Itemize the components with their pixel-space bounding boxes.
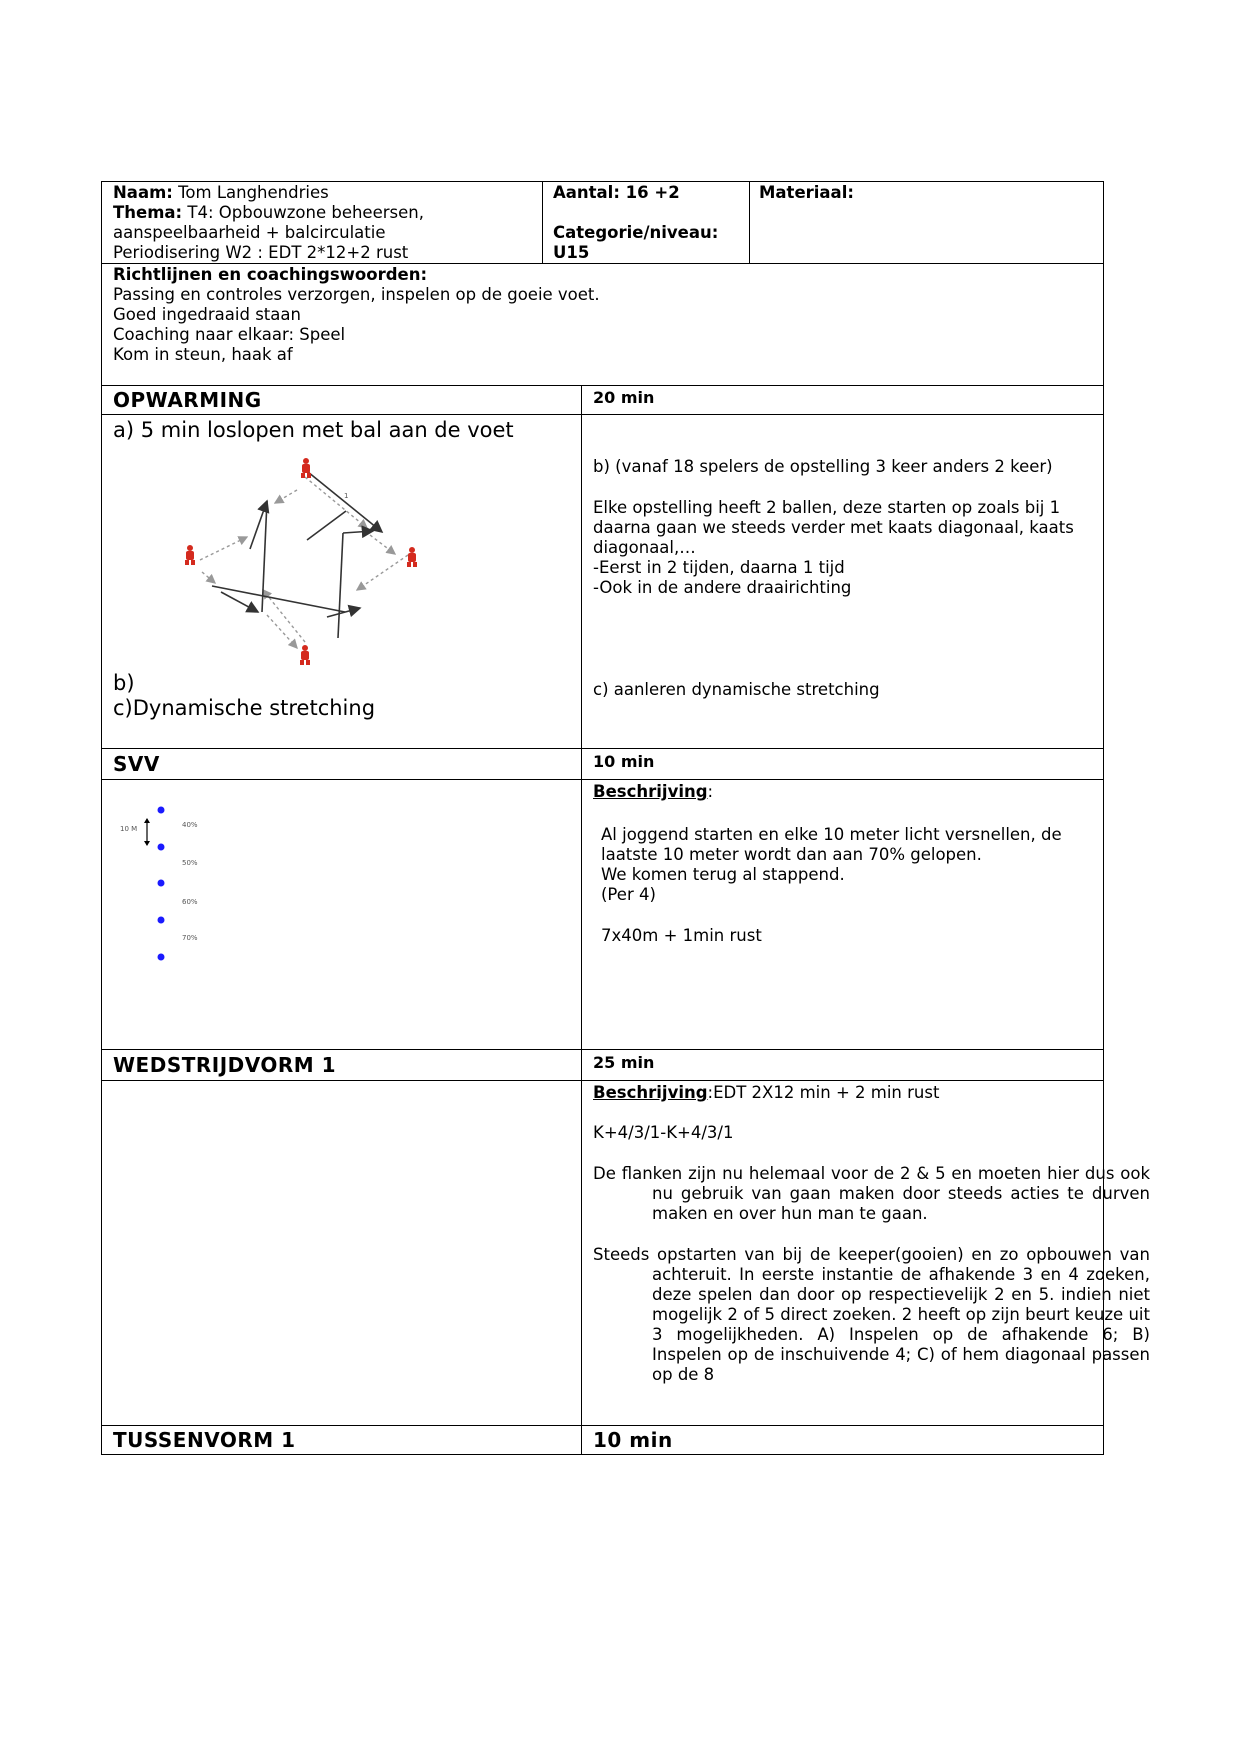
wedstrijdvorm-beschrijving-label: Beschrijving bbox=[593, 1083, 708, 1102]
thema-line-2: aanspeelbaarheid + balcirculatie bbox=[113, 223, 386, 242]
naam-line bbox=[113, 183, 329, 203]
cone-dot bbox=[158, 917, 165, 924]
periodisering: Periodisering W2 : EDT 2*12+2 rust bbox=[113, 243, 409, 262]
wedstrijdvorm-para-1: De flanken zijn nu helemaal voor de 2 & 5 en moeten hier dus ook nu gebruik van gaan maken door steeds acties te durven maken en over hun man te gaan. bbox=[593, 1164, 1150, 1223]
richtlijnen-title: Richtlijnen en coachingswoorden: bbox=[113, 265, 428, 284]
wedstrijdvorm-beschrijving-text: :EDT 2X12 min + 2 min rust bbox=[707, 1083, 940, 1102]
opwarming-part-c: c)Dynamische stretching bbox=[113, 696, 376, 720]
svv-beschrijving-line bbox=[593, 782, 713, 802]
opwarming-desc-line: -Eerst in 2 tijden, daarna 1 tijd bbox=[593, 558, 845, 577]
opwarming-part-a: a) 5 min loslopen met bal aan de voet bbox=[113, 418, 514, 442]
wedstrijdvorm-para-2: Steeds opstarten van bij de keeper(gooien) en zo opbouwen van achteruit. In eerste instantie de afhakende 3 en 4 zoeken, deze spelen dan door op respectievelijk 2 en 5. indien niet mogelijk 2 of 5 direct zoeken. 2 heeft op zijn beurt keuze uit 3 mogelijkheden. A) Inspelen op de afhakende 6; B) Inspelen op de inschuivende 4; C) of hem diagonaal passen op de 8 bbox=[593, 1245, 1150, 1384]
wedstrijdvorm-duration: 25 min bbox=[593, 1053, 655, 1072]
svv-beschrijving-label: Beschrijving bbox=[593, 782, 708, 801]
thema-line bbox=[113, 203, 424, 223]
opwarming-desc-line: -Ook in de andere draairichting bbox=[593, 578, 852, 597]
pass-number-label: 1 bbox=[344, 492, 349, 500]
tussenvorm-title: TUSSENVORM 1 bbox=[113, 1428, 296, 1452]
svv-desc-line: (Per 4) bbox=[601, 885, 656, 904]
wedstrijdvorm-title: WEDSTRIJDVORM 1 bbox=[113, 1053, 337, 1077]
thema-value: T4: Opbouwzone beheersen, bbox=[187, 203, 424, 222]
aantal: Aantal: 16 +2 bbox=[553, 183, 680, 202]
cone-dot bbox=[158, 807, 165, 814]
opwarming-desc-line: Elke opstelling heeft 2 ballen, deze starten op zoals bij 1 bbox=[593, 498, 1061, 517]
run-lines bbox=[212, 472, 382, 638]
cone-dot bbox=[158, 954, 165, 961]
percent-label: 40% bbox=[182, 821, 198, 829]
svv-duration: 10 min bbox=[593, 752, 655, 771]
player-icon bbox=[185, 545, 195, 565]
materiaal: Materiaal: bbox=[759, 183, 854, 202]
percent-label: 70% bbox=[182, 934, 198, 942]
svv-reps: 7x40m + 1min rust bbox=[601, 926, 762, 945]
svv-desc-line: We komen terug al stappend. bbox=[601, 865, 845, 884]
svv-title: SVV bbox=[113, 752, 160, 776]
pass-lines bbox=[200, 477, 408, 648]
naam-value: Tom Langhendries bbox=[178, 183, 329, 202]
categorie-label: Categorie/niveau: bbox=[553, 223, 719, 242]
opwarming-desc-line: daarna gaan we steeds verder met kaats diagonaal, kaats bbox=[593, 518, 1074, 537]
sprint-diagram bbox=[115, 805, 225, 965]
opwarming-desc-c: c) aanleren dynamische stretching bbox=[593, 680, 880, 699]
player-icon bbox=[300, 645, 310, 665]
opwarming-desc-line: diagonaal,… bbox=[593, 538, 696, 557]
svv-desc-line: laatste 10 meter wordt dan aan 70% gelopen. bbox=[601, 845, 982, 864]
distance-label: 10 M bbox=[120, 825, 138, 833]
player-icon bbox=[407, 547, 417, 567]
svv-desc-line: Al joggend starten en elke 10 meter licht versnellen, de bbox=[601, 825, 1062, 844]
player-icon bbox=[301, 458, 311, 478]
opwarming-part-b: b) bbox=[113, 671, 135, 695]
cone-dot bbox=[158, 844, 165, 851]
passing-diagram bbox=[170, 450, 440, 675]
categorie-value: U15 bbox=[553, 243, 590, 262]
richtlijn-item: Kom in steun, haak af bbox=[113, 345, 293, 364]
naam-label: Naam: bbox=[113, 183, 173, 202]
tussenvorm-duration: 10 min bbox=[593, 1428, 673, 1452]
richtlijn-item: Coaching naar elkaar: Speel bbox=[113, 325, 346, 344]
cone-dot bbox=[158, 880, 165, 887]
richtlijn-item: Goed ingedraaid staan bbox=[113, 305, 301, 324]
percent-label: 50% bbox=[182, 859, 198, 867]
thema-label: Thema: bbox=[113, 203, 183, 222]
opwarming-duration: 20 min bbox=[593, 388, 655, 407]
wedstrijdvorm-formation: K+4/3/1-K+4/3/1 bbox=[593, 1123, 734, 1142]
percent-label: 60% bbox=[182, 898, 198, 906]
svv-colon: : bbox=[707, 782, 714, 801]
opwarming-desc-b: b) (vanaf 18 spelers de opstelling 3 keer anders 2 keer) bbox=[593, 457, 1053, 476]
wedstrijdvorm-beschrijving-line bbox=[593, 1083, 939, 1103]
opwarming-title: OPWARMING bbox=[113, 388, 262, 412]
richtlijn-item: Passing en controles verzorgen, inspelen op de goeie voet. bbox=[113, 285, 600, 304]
player-icons bbox=[185, 458, 417, 665]
cone-dots bbox=[158, 807, 165, 961]
